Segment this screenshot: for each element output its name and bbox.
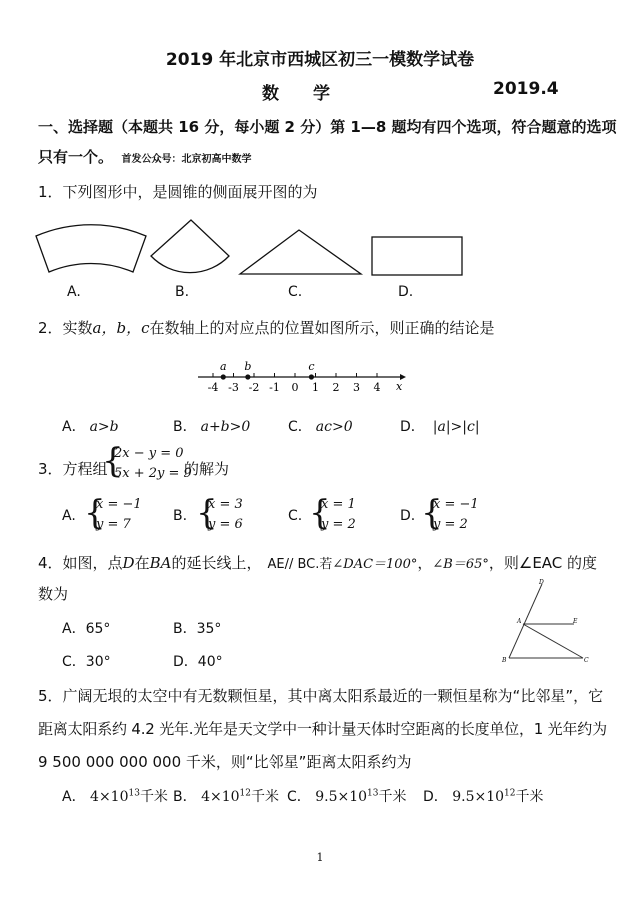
q5-option-d-letter: D． — [423, 789, 448, 805]
section-heading-line2 — [38, 146, 251, 167]
q4-option-a — [62, 618, 110, 638]
q3-option-d-letter: D. — [400, 508, 416, 524]
label-b: B — [502, 657, 507, 664]
q4-cond3: ∠B＝65° — [432, 557, 489, 572]
number-line — [195, 352, 415, 392]
label-e: E — [573, 618, 578, 625]
q5-option-a-exp: 13 — [128, 788, 140, 799]
tick-label: 2 — [332, 381, 340, 392]
sector-shape — [151, 220, 229, 273]
q5-option-c-exp: 13 — [367, 788, 379, 799]
tick-label: -3 — [228, 381, 239, 392]
q5-option-d — [423, 786, 544, 806]
q1-option-a: A. — [67, 284, 81, 300]
q3-option-c — [309, 494, 379, 536]
label-d: D — [539, 579, 544, 586]
q2-option-d-letter: D． — [400, 419, 425, 435]
q3-equation-system — [102, 441, 192, 483]
tick-label: -4 — [207, 381, 219, 392]
q2-option-a-expr: a>b — [89, 419, 119, 435]
brace-symbol: { — [196, 493, 218, 533]
q4-stem-d: .若 — [315, 557, 333, 572]
q3-option-c-line2: y = 2 — [321, 517, 356, 532]
q3-option-a-line2: y = 7 — [96, 517, 131, 532]
tick-label: 1 — [312, 381, 319, 392]
axis-variable-label: x — [396, 380, 403, 392]
q5-option-d-unit: 千米 — [515, 789, 544, 805]
point-a — [221, 374, 226, 379]
q2-stem-vars: a，b，c — [92, 319, 150, 337]
q5-option-c-letter: C． — [287, 789, 311, 805]
point-label-b: b — [244, 360, 252, 373]
q5-line3: 9 500 000 000 000 千米，则“比邻星”距离太阳系约为 — [38, 753, 412, 771]
question-1-figures — [0, 215, 640, 280]
q4-option-a-value: 65° — [85, 621, 111, 637]
section-heading-text: 只有一个。 — [38, 148, 114, 166]
tick-label: 4 — [373, 381, 381, 392]
tick-label: 3 — [353, 381, 360, 392]
q4-geometry-figure — [494, 578, 594, 668]
q2-option-c-expr: ac>0 — [315, 419, 353, 435]
q2-option-a-letter: A． — [62, 419, 86, 435]
q3-option-c-line1: x = 1 — [321, 497, 356, 512]
q4-cond2: ∠DAC＝100° — [332, 557, 418, 572]
point-b — [245, 374, 250, 379]
q5-option-a-letter: A． — [62, 789, 86, 805]
q4-stem-e: ， — [417, 554, 433, 572]
q4-option-c-letter: C． — [62, 654, 86, 670]
rectangle-shape — [372, 237, 462, 275]
q5-option-d-exp: 12 — [504, 788, 516, 799]
q1-option-d: D. — [398, 284, 414, 300]
q5-option-a-base: 4×10 — [90, 789, 129, 805]
q2-stem-prefix: 2．实数 — [38, 319, 93, 337]
sector-annulus-shape — [36, 225, 146, 272]
q3-eq1: 2x − y = 0 — [114, 446, 184, 461]
q5-option-d-base: 9.5×10 — [452, 789, 505, 805]
label-a: A — [517, 618, 522, 625]
q4-option-d-value: 40° — [197, 654, 223, 670]
triangle-shape — [240, 230, 361, 274]
q4-stem-line2: 数为 — [38, 585, 69, 603]
brace-symbol: { — [421, 493, 443, 533]
q3-stem-prefix: 3．方程组 — [38, 460, 108, 478]
q4-stem-f: ，则∠EAC 的度 — [488, 554, 598, 572]
q3-option-d-line2: y = 2 — [433, 517, 468, 532]
q3-stem-suffix: 的解为 — [184, 460, 230, 478]
q4-option-b — [173, 618, 221, 638]
q5-option-c — [287, 786, 407, 806]
q3-option-b-line2: y = 6 — [208, 517, 243, 532]
q4-stem-a: 4．如图，点 — [38, 554, 123, 572]
point-label-c: c — [308, 360, 315, 373]
q5-option-b-exp: 12 — [239, 788, 251, 799]
tick-label: -2 — [248, 381, 260, 392]
question-2-stem — [38, 317, 495, 338]
q3-option-d-line1: x = −1 — [433, 497, 479, 512]
q4-cond1: AE// BC — [267, 557, 316, 572]
tick-label: -1 — [269, 381, 280, 392]
q3-option-a-letter: A. — [62, 508, 76, 524]
subject-label: 数 学 — [262, 84, 330, 104]
q2-option-c-letter: C． — [288, 419, 312, 435]
q5-line2: 距离太阳系约 4.2 光年.光年是天文学中一种计量天体时空距离的长度单位，1 光年约为 — [38, 720, 607, 738]
q4-option-a-letter: A． — [62, 621, 86, 637]
q3-option-b-line1: x = 3 — [208, 497, 243, 512]
q2-stem-suffix: 在数轴上的对应点的位置如图所示，则正确的结论是 — [149, 319, 495, 337]
q2-option-c — [288, 416, 353, 436]
point-c — [309, 374, 314, 379]
q1-option-c: C. — [288, 284, 303, 300]
q3-option-d — [421, 494, 491, 536]
q2-option-b-expr: a+b>0 — [200, 419, 251, 435]
q3-option-b-letter: B. — [173, 508, 188, 524]
q1-option-b: B. — [175, 284, 190, 300]
q3-eq2: 5x + 2y = 9 — [114, 466, 192, 481]
q2-option-d-expr: |a|>|c| — [432, 419, 480, 435]
q4-var-ba: BA — [149, 554, 172, 572]
q5-option-a-unit: 千米 — [139, 789, 168, 805]
q5-option-c-base: 9.5×10 — [315, 789, 368, 805]
q5-option-b-unit: 千米 — [250, 789, 279, 805]
q4-stem-b: 在 — [134, 554, 150, 572]
brace-symbol: { — [84, 493, 106, 533]
exam-date: 2019.4 — [493, 79, 559, 99]
q4-option-d-letter: D． — [173, 654, 198, 670]
tick-label: 0 — [291, 381, 299, 392]
page-title: 2019 年北京市西城区初三一模数学试卷 — [165, 50, 475, 70]
question-4-stem — [38, 552, 597, 573]
q5-option-b-letter: B． — [173, 789, 197, 805]
point-label-a: a — [219, 360, 227, 373]
q4-option-c-value: 30° — [85, 654, 111, 670]
q5-option-b — [173, 786, 279, 806]
q3-option-a-line1: x = −1 — [96, 497, 142, 512]
q4-var-d: D — [122, 554, 135, 572]
brace-symbol: { — [102, 441, 124, 481]
q3-option-b — [196, 494, 266, 536]
q2-option-b-letter: B． — [173, 419, 197, 435]
q2-option-d — [400, 416, 480, 436]
label-c: C — [584, 657, 589, 664]
q2-option-b — [173, 416, 250, 436]
q4-option-c — [62, 651, 111, 671]
q5-option-b-base: 4×10 — [201, 789, 240, 805]
brace-symbol: { — [309, 493, 331, 533]
q4-option-b-letter: B． — [173, 621, 197, 637]
q5-option-a — [62, 786, 168, 806]
q2-option-a — [62, 416, 119, 436]
q4-option-b-value: 35° — [196, 621, 222, 637]
q3-option-a — [84, 494, 154, 536]
q4-option-d — [173, 651, 223, 671]
section-heading: 一、选择题（本题共 16 分，每小题 2 分）第 1—8 题均有四个选项，符合题意的选项 — [38, 118, 617, 136]
q3-option-c-letter: C. — [288, 508, 303, 524]
page-number: 1 — [316, 851, 324, 864]
q5-line1: 5．广阔无垠的太空中有无数颗恒星，其中离太阳系最近的一颗恒星称为“比邻星”，它 — [38, 687, 604, 705]
q4-stem-c: 的延长线上， — [171, 554, 262, 572]
question-1-stem: 1．下列图形中，是圆锥的侧面展开图的为 — [38, 183, 318, 201]
q5-option-c-unit: 千米 — [378, 789, 407, 805]
source-note: 首发公众号：北京初高中数学 — [121, 154, 252, 165]
